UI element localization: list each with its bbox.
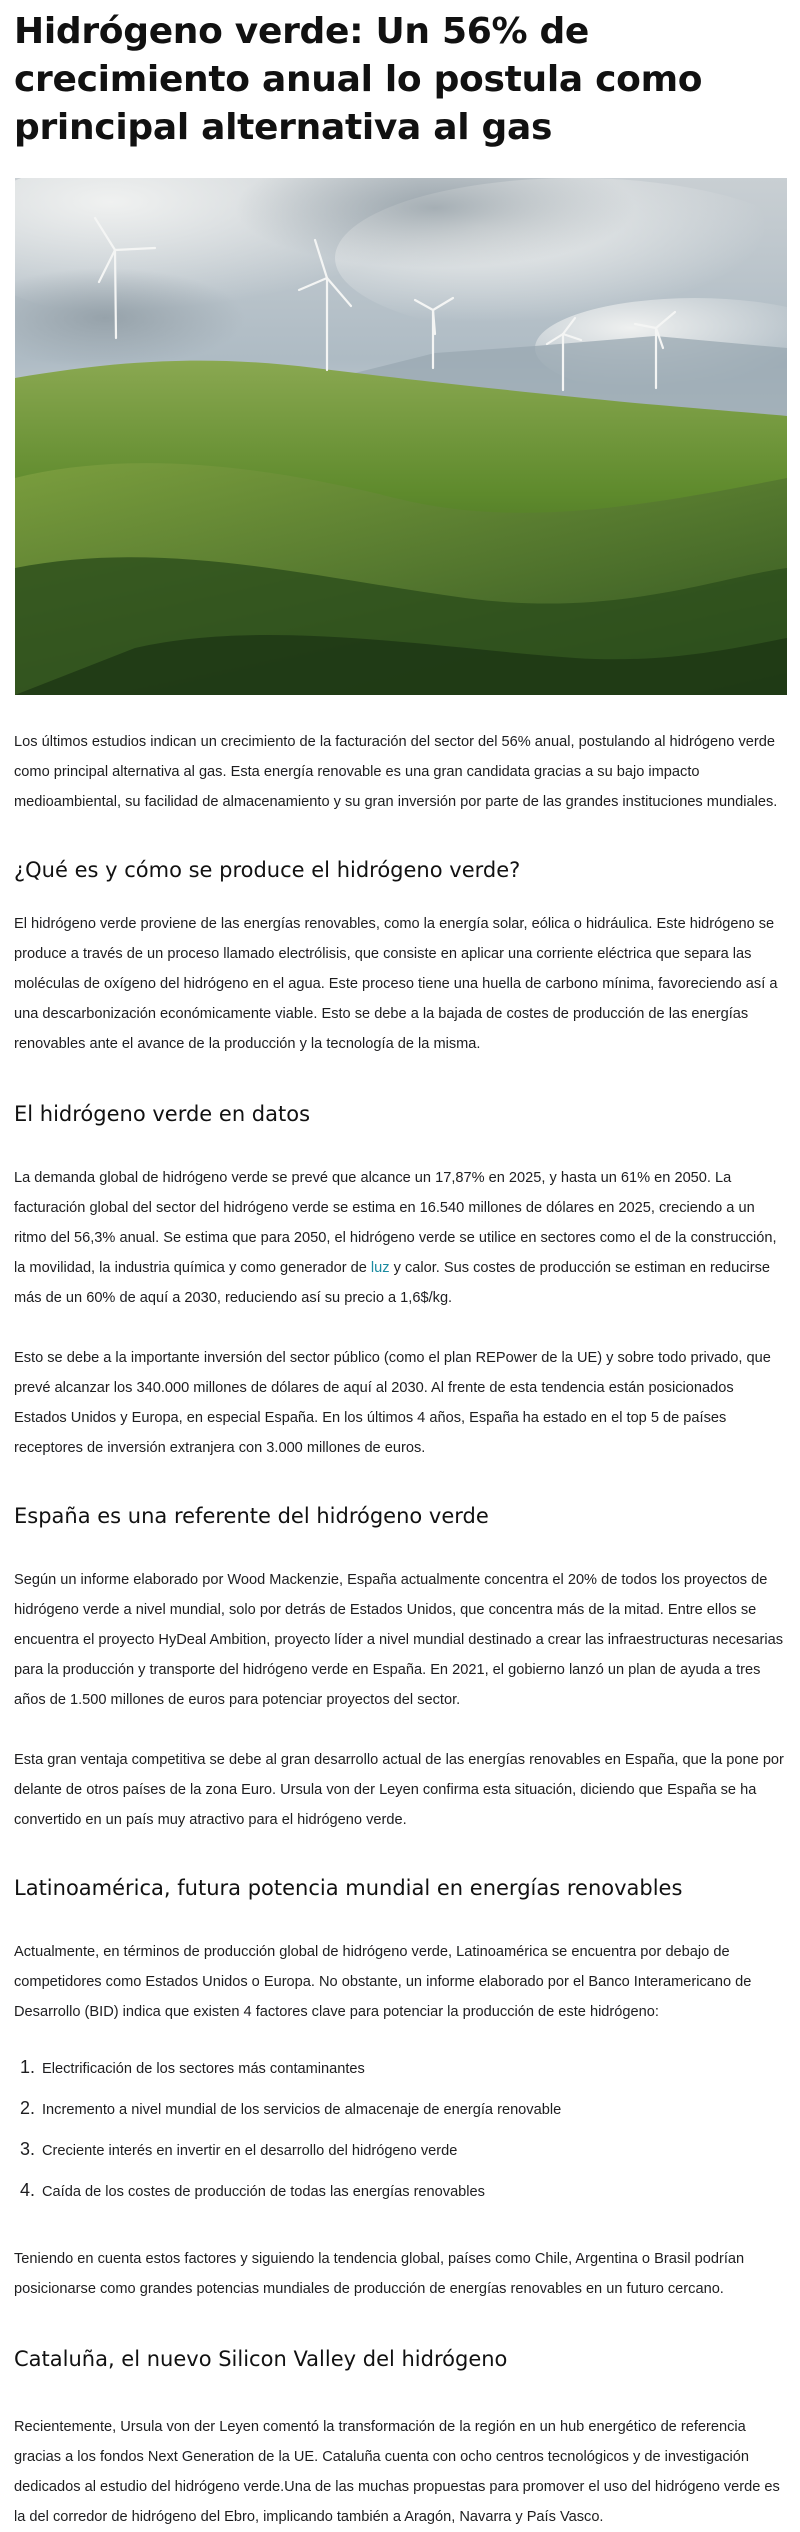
list-item — [20, 2180, 786, 2221]
section-paragraph: Según un informe elaborado por Wood Mackenzie, España actualmente concentra el 20% de todos los proyectos de hidrógeno verde a nivel mundial, solo por detrás de Estados Unidos, que concentra más de la mitad. Entre ellos se encuentra el proyecto HyDeal Ambition, proyecto líder a nivel mundial destinado a crear las infraestructuras necesarias para la producción y transporte del hidrógeno verde en España. En 2021, el gobierno lanzó un plan de ayuda a tres años de 1.500 millones de euros para potenciar proyectos del sector. — [14, 1572, 784, 1708]
section-heading-cataluna: Cataluña, el nuevo Silicon Valley del hidrógeno — [14, 2347, 508, 2371]
section-heading-datos: El hidrógeno verde en datos — [14, 1102, 311, 1126]
list-number: 1. — [20, 2057, 36, 2077]
factors-list — [14, 2057, 786, 2221]
section-heading-espana: España es una referente del hidrógeno verde — [14, 1504, 489, 1528]
list-number: 4. — [20, 2180, 36, 2200]
paragraph-text: y calor. Sus costes de producción se estiman en reducirse más de un 60% de aquí a 2030, reduciendo así su precio a 1,6$/kg. — [14, 1260, 771, 1306]
section-heading-que-es: ¿Qué es y cómo se produce el hidrógeno verde? — [14, 858, 521, 882]
list-text: Incremento a nivel mundial de los servicios de almacenaje de energía renovable — [42, 2102, 562, 2118]
section-paragraph: Esta gran ventaja competitiva se debe al gran desarrollo actual de las energías renovables en España, que la pone por delante de otros países de la zona Euro. Ursula von der Leyen confirma esta situación, diciendo que España se ha convertido en un país muy atractivo para el hidrógeno verde. — [14, 1752, 784, 1828]
paragraph-text: La demanda global de hidrógeno verde se prevé que alcance un 17,87% en 2025, y hasta un 61% en 2050. La facturación global del sector del hidrógeno verde se estima en 16.540 millones de dólares en 2025, creciendo a un ritmo del 56,3% anual. Se estima que para 2050, el hidrógeno verde se utilice en sectores como el de la construcción, la movilidad, la industria química y como generador de — [14, 1170, 777, 1276]
section-paragraph: Teniendo en cuenta estos factores y siguiendo la tendencia global, países como Chile, Argentina o Brasil podrían posicionarse como grandes potencias mundiales de producción de energías renovables en un futuro cercano. — [14, 2251, 745, 2297]
section-paragraph: El hidrógeno verde proviene de las energías renovables, como la energía solar, eólica o hidráulica. Este hidrógeno se produce a través de un proceso llamado electrólisis, que consiste en aplicar una corriente eléctrica que separa las moléculas de oxígeno del hidrógeno en el agua. Este proceso tiene una huella de carbono mínima, favoreciendo así a una descarbonización económicamente viable. Esto se debe a la bajada de costes de producción de las energías renovables ante el avance de la producción y la tecnología de la misma. — [14, 916, 778, 1052]
section-paragraph — [14, 1163, 786, 1313]
list-number: 3. — [20, 2139, 36, 2159]
list-text: Electrificación de los sectores más contaminantes — [42, 2061, 365, 2077]
article-title: Hidrógeno verde: Un 56% de crecimiento anual lo postula como principal alternativa al gas — [14, 11, 703, 148]
list-item — [20, 2139, 786, 2180]
list-text: Creciente interés en invertir en el desarrollo del hidrógeno verde — [42, 2143, 458, 2159]
list-item — [20, 2057, 786, 2098]
luz-link[interactable]: luz — [370, 1260, 390, 1276]
list-item — [20, 2098, 786, 2139]
list-number: 2. — [20, 2098, 36, 2118]
section-heading-latinoamerica: Latinoamérica, futura potencia mundial en energías renovables — [14, 1876, 683, 1900]
intro-paragraph: Los últimos estudios indican un crecimiento de la facturación del sector del 56% anual, postulando al hidrógeno verde como principal alternativa al gas. Esta energía renovable es una gran candidata gracias a su bajo impacto medioambiental, su facilidad de almacenamiento y su gran inversión por parte de las grandes instituciones mundiales. — [14, 734, 778, 810]
hero-image — [15, 178, 787, 695]
section-paragraph: Recientemente, Ursula von der Leyen comentó la transformación de la región en un hub energético de referencia gracias a los fondos Next Generation de la UE. Cataluña cuenta con ocho centros tecnológicos y de investigación dedicados al estudio del hidrógeno verde.Una de las muchas propuestas para promover el uso del hidrógeno verde es la del corredor de hidrógeno del Ebro, implicando también a Aragón, Navarra y País Vasco. — [14, 2419, 780, 2525]
section-paragraph: Actualmente, en términos de producción global de hidrógeno verde, Latinoamérica se encuentra por debajo de competidores como Estados Unidos o Europa. No obstante, un informe elaborado por el Banco Interamericano de Desarrollo (BID) indica que existen 4 factores clave para potenciar la producción de este hidrógeno: — [14, 1944, 752, 2020]
list-text: Caída de los costes de producción de todas las energías renovables — [42, 2184, 485, 2200]
section-paragraph: Esto se debe a la importante inversión del sector público (como el plan REPower de la UE) y sobre todo privado, que prevé alcanzar los 340.000 millones de dólares de aquí al 2030. Al frente de esta tendencia están posicionados Estados Unidos y Europa, en especial España. En los últimos 4 años, España ha estado en el top 5 de países receptores de inversión extranjera con 3.000 millones de euros. — [14, 1350, 771, 1456]
